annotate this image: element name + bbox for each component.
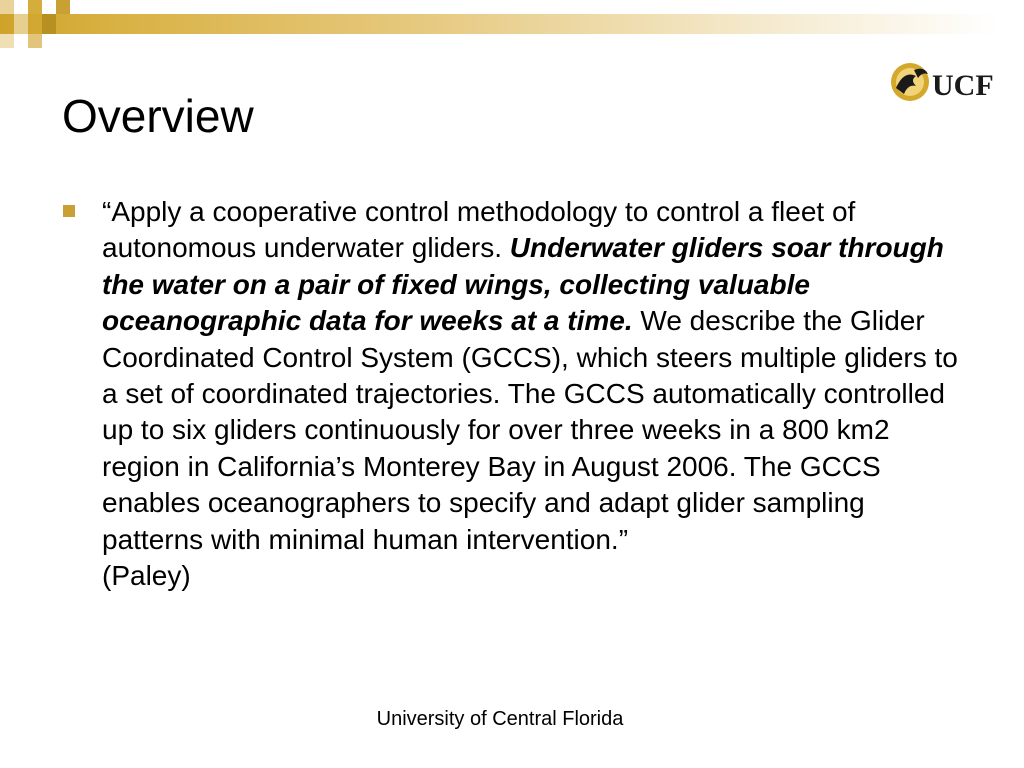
decorative-square: [28, 34, 42, 48]
citation: (Paley): [102, 560, 191, 592]
quote-text: “Apply a cooperative control methodology to control a fleet of autonomous underwater gliders.: [102, 196, 856, 264]
quote-emphasis: Underwater gliders soar through the water on a pair of fixed wings, collecting valuable oceanographic data for weeks at a time.: [102, 232, 944, 337]
pegasus-icon: [886, 58, 998, 106]
footer-text: University of Central Florida: [376, 708, 624, 730]
decorative-square: [56, 0, 70, 14]
slide-title: Overview: [62, 90, 254, 142]
decorative-square: [42, 14, 56, 34]
bullet-square-icon: [63, 205, 75, 217]
logo-text: UCF: [932, 69, 994, 102]
decorative-square: [14, 14, 28, 34]
quote-text-continued: We describe the Glider Coordinated Control System (GCCS), which steers multiple gliders to a set of coordinated trajectories. The GCCS automatically controlled up to six gliders continuously for over three weeks in a 800 km2 region in California’s Monterey Bay in August 2006. The GCCS enables oceanographers to specify and adapt glider sampling patterns with minimal human intervention.”: [102, 305, 958, 555]
ucf-logo: [886, 58, 998, 106]
bullet-text: [102, 194, 972, 594]
header-gradient-band: [0, 14, 1024, 34]
decorative-square: [0, 0, 14, 14]
decorative-square: [28, 0, 42, 14]
decorative-square: [0, 34, 14, 48]
